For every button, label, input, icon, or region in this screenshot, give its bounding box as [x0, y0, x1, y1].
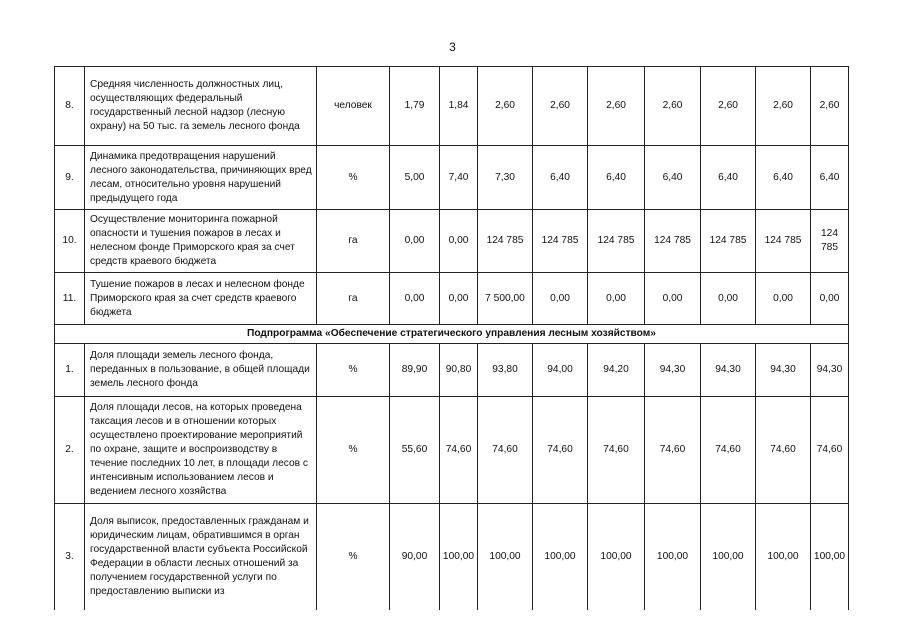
value-cell: 74,60	[645, 397, 701, 504]
table-row	[55, 504, 849, 610]
value-cell: 6,40	[533, 146, 588, 210]
value-cell: 89,90	[390, 344, 440, 397]
value-cell: 5,00	[390, 146, 440, 210]
value-cell: 0,00	[588, 273, 645, 325]
value-cell: 0,00	[440, 273, 478, 325]
row-number: 2.	[55, 397, 85, 504]
value-cell: 55,60	[390, 397, 440, 504]
value-cell: 2,60	[533, 67, 588, 146]
value-cell: 94,30	[811, 344, 849, 397]
row-number: 9.	[55, 146, 85, 210]
value-cell: 100,00	[478, 504, 533, 610]
table-row	[55, 273, 849, 325]
unit-cell: га	[317, 273, 390, 325]
indicator-name: Осуществление мониторинга пожарной опасности и тушения пожаров в лесах и нелесном фонде Приморского края за счет средств краевого бюджета	[85, 210, 317, 273]
value-cell: 100,00	[440, 504, 478, 610]
table-row	[55, 67, 849, 146]
value-cell: 6,40	[811, 146, 849, 210]
value-cell: 100,00	[811, 504, 849, 610]
value-cell: 0,00	[533, 273, 588, 325]
value-cell: 0,00	[756, 273, 811, 325]
row-number: 3.	[55, 504, 85, 610]
value-cell: 124 785	[478, 210, 533, 273]
value-cell: 2,60	[701, 67, 756, 146]
value-cell: 6,40	[756, 146, 811, 210]
value-cell: 94,20	[588, 344, 645, 397]
row-number: 10.	[55, 210, 85, 273]
value-cell: 0,00	[701, 273, 756, 325]
value-cell: 100,00	[588, 504, 645, 610]
value-cell: 90,80	[440, 344, 478, 397]
value-cell: 6,40	[701, 146, 756, 210]
indicator-name: Доля площади земель лесного фонда, переданных в пользование, в общей площади земель лесного фонда	[85, 344, 317, 397]
indicator-name: Средняя численность должностных лиц, осуществляющих федеральный государственный лесной надзор (лесную охрану) на 50 тыс. га земель лесного фонда	[85, 67, 317, 146]
value-cell: 100,00	[533, 504, 588, 610]
value-cell: 100,00	[756, 504, 811, 610]
value-cell: 7 500,00	[478, 273, 533, 325]
value-cell: 2,60	[588, 67, 645, 146]
value-cell: 2,60	[645, 67, 701, 146]
value-cell: 74,60	[440, 397, 478, 504]
value-cell: 0,00	[390, 210, 440, 273]
table-row	[55, 146, 849, 210]
value-cell: 2,60	[756, 67, 811, 146]
value-cell: 124 785	[756, 210, 811, 273]
indicator-name: Доля площади лесов, на которых проведена таксация лесов и в отношении которых осуществлено проектирование мероприятий по охране, защите и воспроизводству в течение последних 10 лет, в площади лесов с интенсивным использованием лесов и ведением лесного хозяйства	[85, 397, 317, 504]
row-number: 11.	[55, 273, 85, 325]
table-row	[55, 344, 849, 397]
value-cell: 1,79	[390, 67, 440, 146]
value-cell: 6,40	[588, 146, 645, 210]
indicator-name: Динамика предотвращения нарушений лесного законодательства, причиняющих вред лесам, относительно уровня нарушений предыдущего года	[85, 146, 317, 210]
value-cell: 100,00	[701, 504, 756, 610]
value-cell: 124 785	[701, 210, 756, 273]
value-cell: 74,60	[811, 397, 849, 504]
section-header-row	[55, 325, 849, 344]
value-cell: 2,60	[478, 67, 533, 146]
value-cell: 100,00	[645, 504, 701, 610]
unit-cell: %	[317, 397, 390, 504]
unit-cell: %	[317, 504, 390, 610]
table-row	[55, 397, 849, 504]
unit-cell: %	[317, 344, 390, 397]
page-number: 3	[449, 40, 456, 54]
value-cell: 2,60	[811, 67, 849, 146]
value-cell: 94,30	[701, 344, 756, 397]
value-cell: 124 785	[533, 210, 588, 273]
value-cell: 0,00	[440, 210, 478, 273]
value-cell: 6,40	[645, 146, 701, 210]
value-cell: 0,00	[390, 273, 440, 325]
table-row	[55, 210, 849, 273]
unit-cell: человек	[317, 67, 390, 146]
value-cell: 7,40	[440, 146, 478, 210]
value-cell: 94,00	[533, 344, 588, 397]
indicator-name: Доля выписок, предоставленных гражданам и юридическим лицам, обратившимся в орган государственной власти субъекта Российской Федерации в области лесных отношений за получением государственной услуги по предоставлению выписки из	[85, 504, 317, 610]
value-cell: 90,00	[390, 504, 440, 610]
value-cell: 1,84	[440, 67, 478, 146]
unit-cell: %	[317, 146, 390, 210]
row-number: 8.	[55, 67, 85, 146]
value-cell: 74,60	[533, 397, 588, 504]
indicators-table	[54, 66, 849, 610]
value-cell: 94,30	[645, 344, 701, 397]
value-cell: 74,60	[478, 397, 533, 504]
value-cell: 74,60	[756, 397, 811, 504]
value-cell: 124 785	[811, 210, 849, 273]
value-cell: 124 785	[645, 210, 701, 273]
value-cell: 93,80	[478, 344, 533, 397]
unit-cell: га	[317, 210, 390, 273]
value-cell: 124 785	[588, 210, 645, 273]
section-title: Подпрограмма «Обеспечение стратегического управления лесным хозяйством»	[55, 325, 849, 344]
value-cell: 0,00	[645, 273, 701, 325]
value-cell: 74,60	[701, 397, 756, 504]
value-cell: 74,60	[588, 397, 645, 504]
value-cell: 7,30	[478, 146, 533, 210]
indicator-name: Тушение пожаров в лесах и нелесном фонде Приморского края за счет средств краевого бюджета	[85, 273, 317, 325]
value-cell: 94,30	[756, 344, 811, 397]
value-cell: 0,00	[811, 273, 849, 325]
row-number: 1.	[55, 344, 85, 397]
